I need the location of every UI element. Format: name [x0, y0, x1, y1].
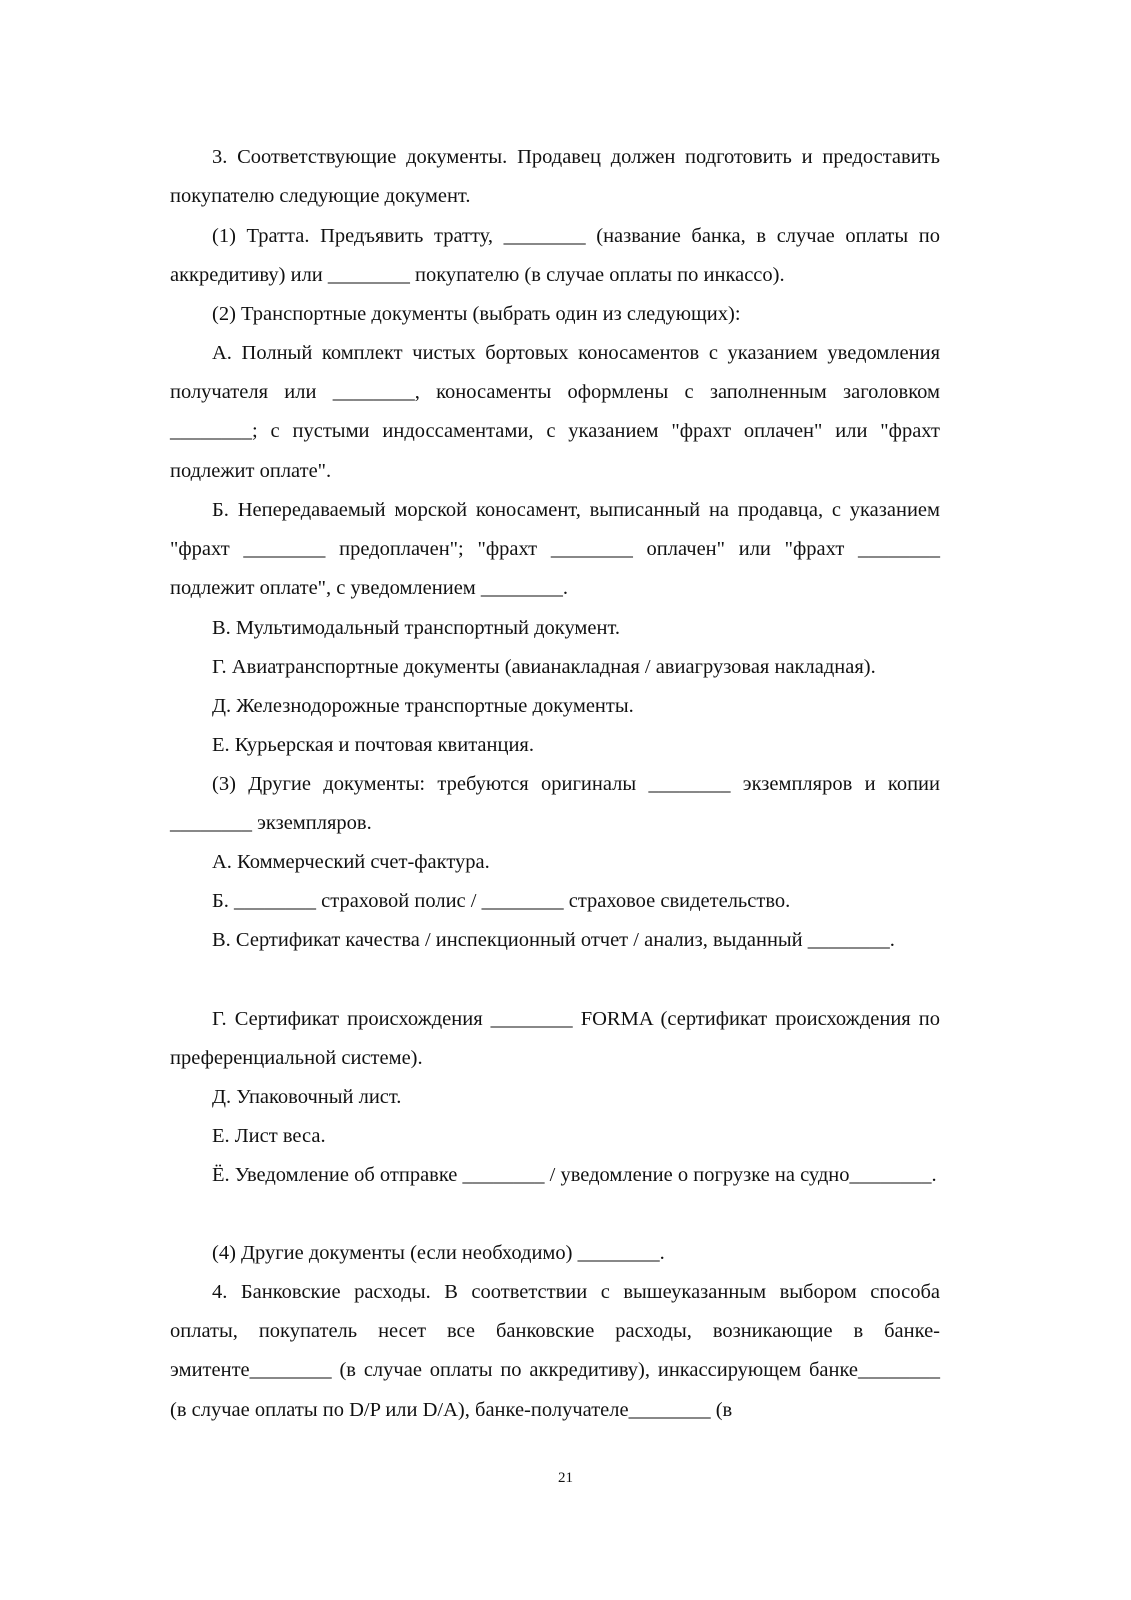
- paragraph-item-g-origin: Г. Сертификат происхождения ________ FORMA (сертификат происхождения по преференциальной системе).: [170, 1008, 940, 1070]
- paragraph-item-b-insurance: Б. ________ страховой полис / ________ страховое свидетельство.: [212, 890, 791, 912]
- paragraph-item-a-bills-of-lading: А. Полный комплект чистых бортовых коносаментов с указанием уведомления получателя или ________, коносаменты оформлены с заполненным заголовком ________; с пустыми индоссаментами, с указанием "фрахт оплачен" или "фрахт подлежит оплате".: [170, 342, 940, 482]
- paragraph-item-e-weight: Е. Лист веса.: [212, 1125, 326, 1147]
- paragraph-item-b-sea-waybill: Б. Непередаваемый морской коносамент, выписанный на продавца, с указанием "фрахт ________ предоплачен"; "фрахт ________ оплачен" или "фрахт ________ подлежит оплате", с уведомлением ________.: [170, 499, 940, 600]
- paragraph-item-d-packing: Д. Упаковочный лист.: [212, 1086, 402, 1108]
- paragraph-item-v-multimodal: В. Мультимодальный транспортный документ.: [212, 617, 621, 639]
- paragraph-section-3: 3. Соответствующие документы. Продавец должен подготовить и предоставить покупателю следующие документ.: [170, 146, 940, 208]
- page-number: 21: [558, 1470, 573, 1486]
- paragraph-item-g-air: Г. Авиатранспортные документы (авианакладная / авиагрузовая накладная).: [212, 656, 876, 678]
- paragraph-transport-docs: (2) Транспортные документы (выбрать один из следующих):: [212, 303, 741, 325]
- paragraph-section-4-bank-charges: 4. Банковские расходы. В соответствии с вышеуказанным выбором способа оплаты, покупатель несет все банковские расходы, возникающие в банке-эмитенте________ (в случае оплаты по аккредитиву), инкассирующем банке________ (в случае оплаты по D/P или D/A), банке-получателе________ (в: [170, 1281, 940, 1421]
- paragraph-other-docs-optional: (4) Другие документы (если необходимо) ________.: [212, 1242, 665, 1264]
- paragraph-item-yo-shipment-notice: Ё. Уведомление об отправке ________ / уведомление о погрузке на судно________.: [212, 1164, 937, 1186]
- paragraph-other-docs: (3) Другие документы: требуются оригиналы ________ экземпляров и копии ________ экземпляров.: [170, 773, 940, 835]
- paragraph-item-d-rail: Д. Железнодорожные транспортные документы.: [212, 695, 634, 717]
- paragraph-item-a-invoice: А. Коммерческий счет-фактура.: [212, 851, 490, 873]
- paragraph-item-v-quality: В. Сертификат качества / инспекционный отчет / анализ, выданный ________.: [212, 929, 895, 951]
- paragraph-draft: (1) Тратта. Предъявить тратту, ________ (название банка, в случае оплаты по аккредитиву) или ________ покупателю (в случае оплаты по инкассо).: [170, 225, 940, 287]
- paragraph-item-e-courier: Е. Курьерская и почтовая квитанция.: [212, 734, 534, 756]
